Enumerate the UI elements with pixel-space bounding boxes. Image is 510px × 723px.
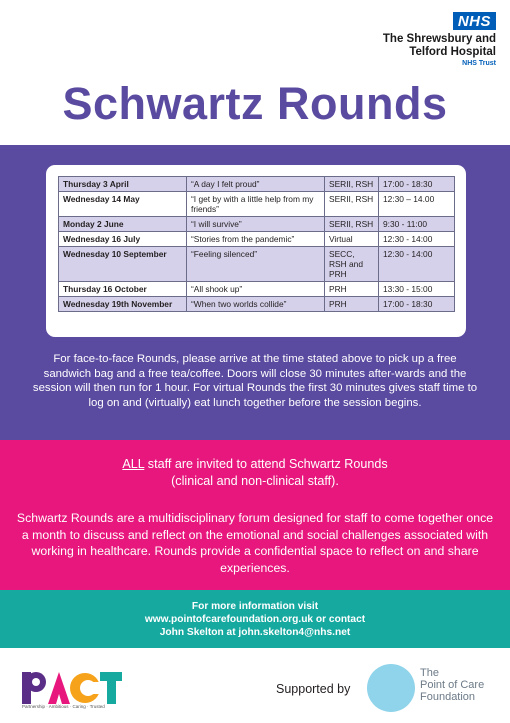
- schedule-venue: SERII, RSH: [325, 217, 379, 232]
- invite-line1: [20, 456, 490, 473]
- point-of-care-logo-icon: [367, 664, 415, 712]
- nhs-logo: NHS: [453, 12, 496, 30]
- schedule-venue: Virtual: [325, 232, 379, 247]
- schedule-theme: “I will survive”: [187, 217, 325, 232]
- schedule-date: Wednesday 10 September: [59, 247, 187, 282]
- header: [0, 0, 510, 145]
- schedule-date: Wednesday 14 May: [59, 192, 187, 217]
- schedule-venue: SECC, RSH and PRH: [325, 247, 379, 282]
- schedule-row: [59, 282, 455, 297]
- invite-all: ALL: [122, 457, 145, 471]
- schedule-date: Thursday 3 April: [59, 177, 187, 192]
- schedule-row: [59, 297, 455, 312]
- poc-line1: The: [420, 667, 439, 679]
- schedule-time: 13:30 - 15:00: [379, 282, 455, 297]
- nhs-trust-label: NHS Trust: [462, 60, 496, 67]
- contact-line1: For more information visit: [191, 601, 319, 612]
- schedule-card: [46, 165, 466, 337]
- schedule-section: [0, 145, 510, 440]
- invite-section: [0, 440, 510, 590]
- schedule-date: Wednesday 16 July: [59, 232, 187, 247]
- schedule-theme: “I get by with a little help from my friends”: [187, 192, 325, 217]
- invite-line2: (clinical and non-clinical staff).: [171, 474, 339, 488]
- schedule-venue: PRH: [325, 282, 379, 297]
- nhs-trust-block: [366, 12, 496, 67]
- footer: [0, 648, 510, 723]
- schedule-date: Wednesday 19th November: [59, 297, 187, 312]
- schedule-row: [59, 247, 455, 282]
- contact-email: John Skelton at john.skelton4@nhs.net: [159, 627, 351, 638]
- schedule-date: Monday 2 June: [59, 217, 187, 232]
- schedule-time: 17:00 - 18:30: [379, 297, 455, 312]
- point-of-care-foundation-name: [420, 667, 484, 703]
- poc-line2: Point of Care: [420, 679, 485, 691]
- invite-text: [20, 456, 490, 490]
- schedule-date: Thursday 16 October: [59, 282, 187, 297]
- schedule-theme: “Stories from the pandemic”: [187, 232, 325, 247]
- rounds-description: Schwartz Rounds are a multidisciplinary forum designed for staff to come together once a month to discuss and reflect on the emotional and social challenges associated with working in healthcare. Rounds provide a confidential space to reflect on and share experiences.: [16, 511, 494, 575]
- contact-section: [0, 590, 510, 648]
- page-title: Schwartz Rounds: [62, 78, 448, 129]
- trust-name: [366, 33, 496, 59]
- contact-website: www.pointofcarefoundation.org.uk or contact: [144, 614, 366, 625]
- trust-name-line1: The Shrewsbury and: [382, 33, 496, 45]
- schedule-theme: “All shook up”: [187, 282, 325, 297]
- schedule-theme: “Feeling silenced”: [187, 247, 325, 282]
- schedule-time: 12:30 - 14:00: [379, 232, 455, 247]
- invite-rest: staff are invited to attend Schwartz Rounds: [144, 457, 388, 471]
- contact-text: [0, 600, 510, 639]
- schedule-time: 12:30 – 14.00: [379, 192, 455, 217]
- schedule-venue: PRH: [325, 297, 379, 312]
- schedule-row: [59, 217, 455, 232]
- supported-by-label: Supported by: [276, 682, 351, 696]
- schedule-row: [59, 192, 455, 217]
- pact-tagline: Partnership · Ambitious · Caring · Trusted: [22, 704, 105, 709]
- trust-name-line2: Telford Hospital: [409, 46, 496, 58]
- schedule-venue: SERII, RSH: [325, 177, 379, 192]
- schedule-row: [59, 177, 455, 192]
- schedule-row: [59, 232, 455, 247]
- schedule-time: 9:30 - 11:00: [379, 217, 455, 232]
- schedule-theme: “When two worlds collide”: [187, 297, 325, 312]
- poc-line3: Foundation: [420, 691, 476, 703]
- arrival-info: For face-to-face Rounds, please arrive at the time stated above to pick up a free sandwich bag and a free tea/coffee. Doors will close 30 minutes after-wards and the session will then run for 1 hour. For virtual Rounds the first 30 minutes gives staff time to log on and (virtually) eat lunch together before the session begins.: [32, 353, 478, 409]
- schedule-time: 17:00 - 18:30: [379, 177, 455, 192]
- schedule-theme: “A day I felt proud”: [187, 177, 325, 192]
- schedule-venue: SERII, RSH: [325, 192, 379, 217]
- schedule-table: [58, 176, 455, 312]
- schedule-time: 12:30 - 14:00: [379, 247, 455, 282]
